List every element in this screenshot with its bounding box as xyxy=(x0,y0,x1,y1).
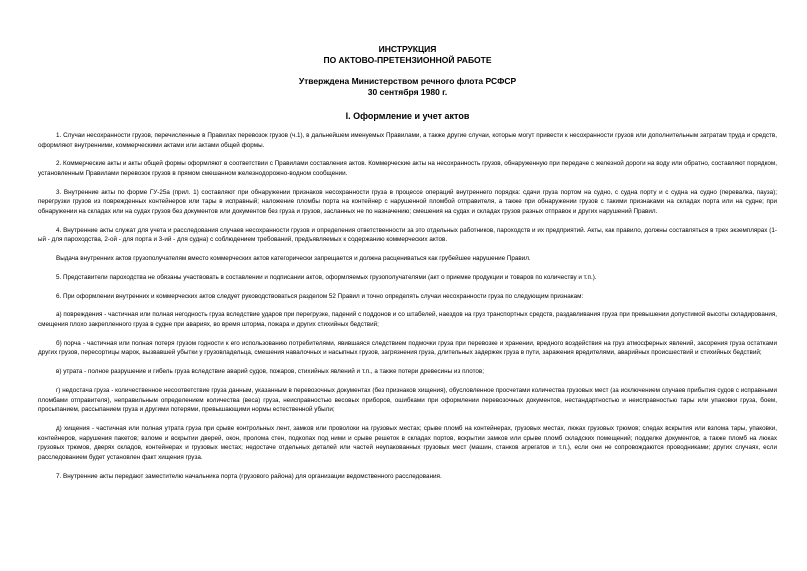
paragraph: г) недостача груза - количественное несоответствие груза данным, указанным в перевозочных документах (без признаков хищения), обусловленное просчетами количества грузовых мест (за исключением случаев прибытия судов с исправными пломбами отправителя), неправильным определением количества (веса) груза, неисправностью весовых приборов, ошибками при оформлении перевозочных документов, нестандартностью и неисправностью тары или упаковки груза, боем, просыпанием, рассыпанием груза и другими потерями, превышающими нормы естественной убыли; xyxy=(38,386,777,414)
paragraph: 7. Внутренние акты передают заместителю начальника порта (грузового района) для организации ведомственного расследования. xyxy=(56,472,442,480)
approval-note xyxy=(38,76,777,97)
paragraph: 4. Внутренние акты служат для учета и расследования случаев несохранности грузов и определения ответственности за это отдельных работников, пароходств и их предприятий. Акты, как правило, должны составляться в трех экземплярах (1-ый - для пароходства, 2-ой - для порта и 3-ий - для судна) с соблюдением требований, предъявляемых к содержанию коммерческих актов. xyxy=(38,226,777,244)
paragraph: 6. При оформлении внутренних и коммерческих актов следует руководствоваться разделом 52 Правил и точно определять случаи несохранности груза по следующим признакам: xyxy=(56,292,584,300)
paragraph: 2. Коммерческие акты и акты общей формы оформляют в соответствии с Правилами составления актов. Коммерческие акты на несохранность грузов, обнаруженную при передаче с железной дороги на воду или обратно, составляют порядком, установленным Правилами перевозок грузов в прямом смешанном железнодорожно-водном сообщении. xyxy=(38,160,777,177)
approval-line-1: Утверждена Министерством речного флота РСФСР xyxy=(298,76,517,86)
title-line-2: ПО АКТОВО-ПРЕТЕНЗИОННОЙ РАБОТЕ xyxy=(323,54,492,65)
paragraph: 5. Представители пароходства не обязаны участвовать в составлении и подписании актов, оформляемых грузополучателями (акт о приемке продукции и товаров по количеству и т.п.). xyxy=(56,273,597,281)
paragraph: 3. Внутренние акты по форме ГУ-25а (прил. 1) составляют при обнаружении признаков несохранности груза в процессе операций внутреннего порядка: сдачи груза портом на судно, с судна порту и с судна на судно (перевалка, пауза); перегрузки грузов из поврежденных контейнеров или тары в исправный; наложение пломбы порта на контейнер с нарушенной пломбой отправителя, а также при обнаружении грузов с такими признаками на складах порта или на судне; при обнаружении на складах или на судах грузов без документов или документов без груза и грузов, засланных не по назначению; смешения на судах и складах грузов разных отправок и других нарушений Правил. xyxy=(38,188,777,215)
paragraph: д) хищения - частичная или полная утрата груза при срыве контрольных лент, замков или проволоки на грузовых местах; срыве пломб на контейнерах, грузовых местах, люках грузовых трюмов; следах вскрытия или взлома тары, упаковки, контейнеров, нарушения пакетов; взломе и вскрытии дверей, окон, пролома стен, подкопах под ними и срыве решеток в складах портов, вскрытии замков или срыве пломб складских помещений; подделке документов, а также пломб на люках грузовых трюмов, дверях складов, контейнерах и грузовых местах; недостаче отдельных деталей или частей неупакованных грузовых мест (машин, станков агрегатов и т.п.), если они не сопровождаются проводниками; других случаях, если расследованием будет установлен факт хищения груза. xyxy=(38,424,777,461)
paragraph: в) утрата - полное разрушение и гибель груза вследствие аварий судов, пожаров, стихийных явлений и т.п., а также потери древесины из плотов; xyxy=(56,368,485,376)
paragraph: 1. Случаи несохранности грузов, перечисленные в Правилах перевозок грузов (ч.1), в дальнейшем именуемых Правилами, а также другие случаи, которые могут привести к несохранности грузов или дополнительным затратам труда и средств, оформляют внутренними, коммерческими актами или актами общей формы. xyxy=(38,132,777,149)
document-title xyxy=(38,44,777,65)
title-line-1: ИНСТРУКЦИЯ xyxy=(378,44,437,54)
paragraph: а) повреждения - частичная или полная негодность груза вследствие ударов при перегрузке, падений с поддонов и со штабелей, наездов на груз транспортных средств, раздавливания груза при превышении допустимой высоты складирования, смещения плохо закрепленного груза в судне при авариях, во время шторма, пожара и других стихийных бедствий; xyxy=(38,311,777,329)
paragraph: б) порча - частичная или полная потеря грузом годности к его использованию потребителями, явившаяся следствием подмочки груза при перевозке и хранении, вредного воздействия на груз атмосферных явлений, засорения груза остатками других грузов, пересортицы марок, вызвавшей убытки у грузовладельца, смешения навалочных и насыпных грузов, загрязнения груза, длительных задержек груза в пути, заражения вредителями, аварийных происшествий и стихийных бедствий; xyxy=(38,339,777,357)
approval-date: 30 сентября 1980 г. xyxy=(367,86,448,97)
section-heading: I. Оформление и учет актов xyxy=(345,111,470,121)
paragraph: Выдача внутренних актов грузополучателям вместо коммерческих актов категорически запрещается и должна расцениваться как грубейшее нарушение Правил. xyxy=(56,255,531,263)
